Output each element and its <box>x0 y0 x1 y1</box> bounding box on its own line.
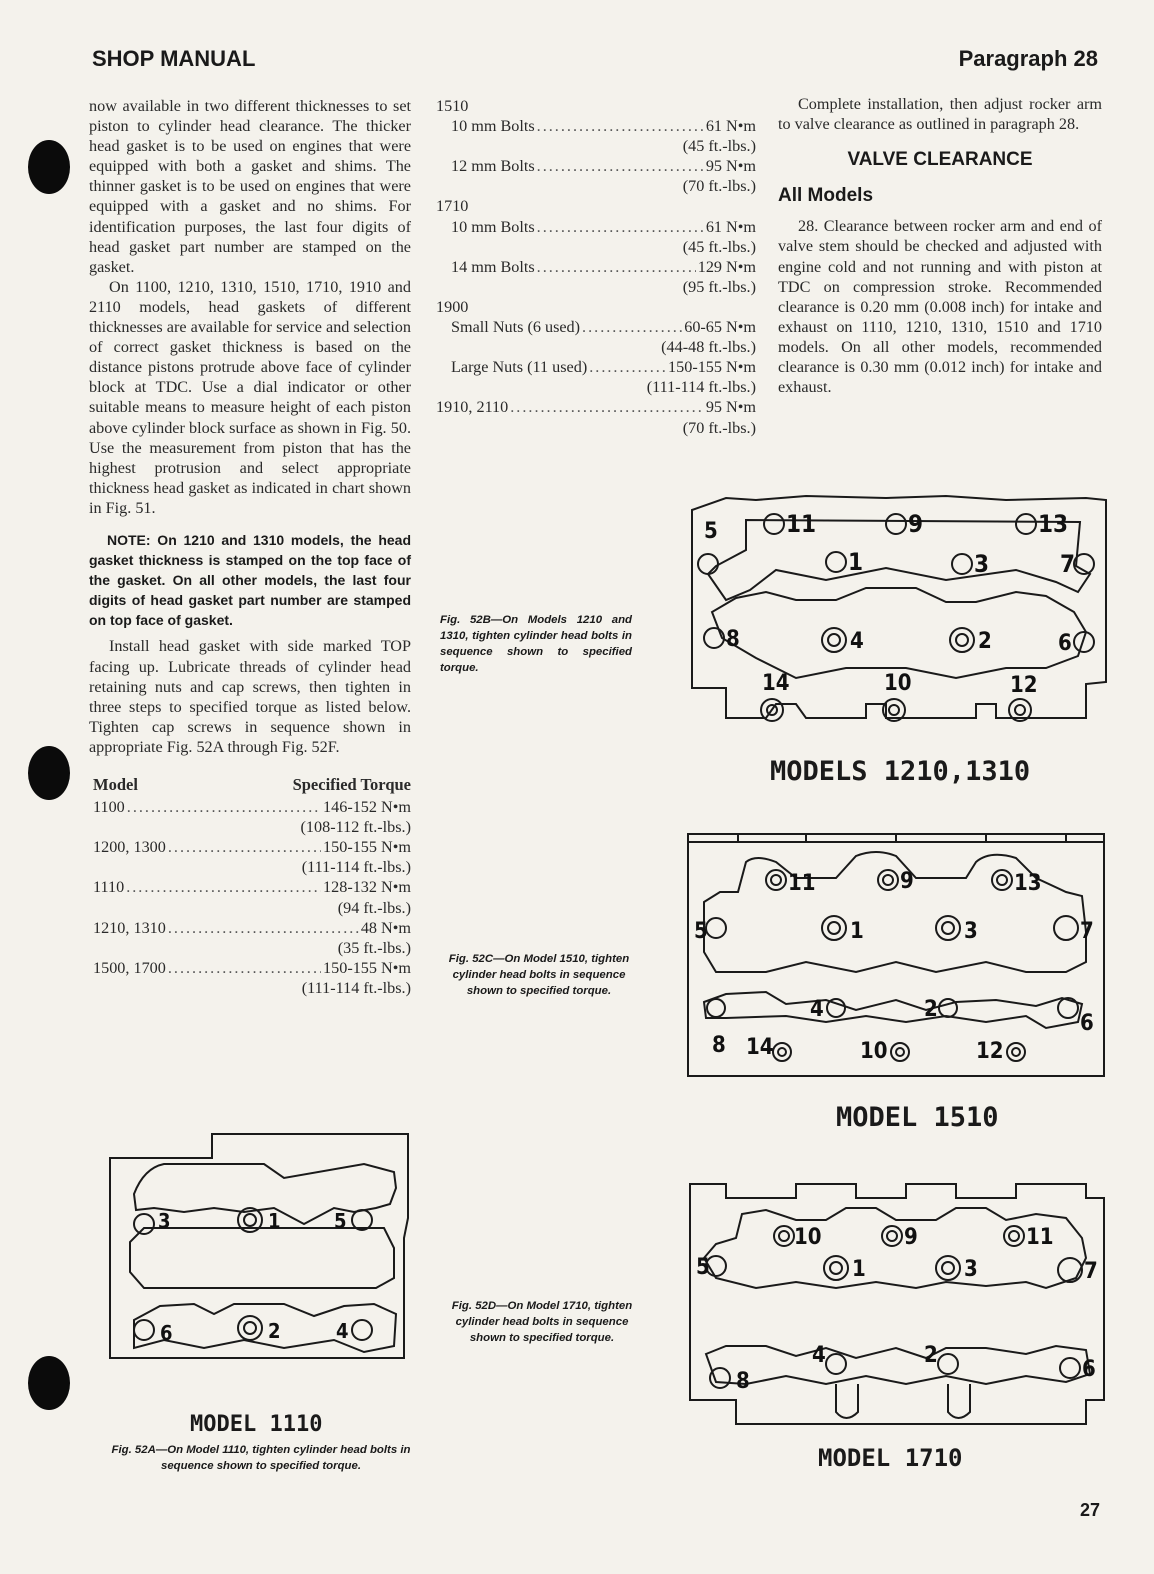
table-row: 10 mm Bolts ..... 61 N•m (45 ft.-lbs.) <box>436 217 756 257</box>
table-row: 12 mm Bolts ..... 95 N•m (70 ft.-lbs.) <box>436 156 756 196</box>
column-3 <box>778 94 1102 397</box>
bolt-number: 8 <box>726 627 740 652</box>
bolt-number: 6 <box>160 1321 173 1345</box>
column-2 <box>436 96 756 438</box>
bolt-number: 11 <box>788 871 816 896</box>
bolt-number: 11 <box>786 510 817 538</box>
table-row: 1500, 1700 ..... 150-155 N•m (111-114 ft.-lbs.) <box>93 958 411 998</box>
bolt-number: 10 <box>860 1039 888 1064</box>
paragraph: 28. Clearance between rocker arm and end of valve stem should be checked and adjusted with engine cold and not running and with piston at TDC on compression stroke. Recommended clearance is 0.20 mm (0.008 inch) for intake and exhaust on 1110, 1210, 1310, 1510 and 1710 models. On all other models, recommended clearance is 0.30 mm (0.012 inch) for intake and exhaust. <box>778 217 1102 397</box>
bolt-number: 5 <box>696 1255 710 1280</box>
binder-hole <box>28 140 70 194</box>
bolt-number: 9 <box>904 1225 918 1250</box>
bolt-number: 5 <box>694 919 708 944</box>
bolt-number: 8 <box>736 1369 750 1394</box>
figure-caption-52c: Fig. 52C—On Model 1510, tighten cylinder head bolts in sequence shown to specified torque. <box>448 953 630 997</box>
bolt-number: 5 <box>334 1209 347 1233</box>
torque-table-header: Model Specified Torque <box>93 775 411 794</box>
bolt-number: 6 <box>1082 1357 1096 1382</box>
table-row: 1100 ..... 146-152 N•m (108-112 ft.-lbs.) <box>93 797 411 837</box>
running-header-left: SHOP MANUAL <box>92 46 256 71</box>
diagram-label: MODEL 1110 <box>190 1412 323 1437</box>
bolt-number: 8 <box>712 1033 726 1058</box>
model-heading: 1510 <box>436 97 469 115</box>
table-row: 1200, 1300 ..... 150-155 N•m (111-114 ft.-lbs.) <box>93 837 411 877</box>
bolt-number: 2 <box>978 629 992 654</box>
table-row: 1910, 2110 ..... 95 N•m (70 ft.-lbs.) <box>436 397 756 437</box>
cylinder-head-diagram-1510 <box>686 832 1108 1080</box>
bolt-number: 4 <box>810 997 824 1022</box>
binder-hole <box>28 746 70 800</box>
bolt-number: 13 <box>1038 510 1069 538</box>
bolt-number: 12 <box>1010 673 1038 698</box>
bolt-number: 12 <box>976 1039 1004 1064</box>
section-heading: VALVE CLEARANCE <box>847 149 1033 171</box>
bolt-number: 6 <box>1080 1011 1094 1036</box>
bolt-number: 2 <box>924 997 938 1022</box>
bolt-number: 10 <box>794 1225 822 1250</box>
bolt-number: 1 <box>852 1257 866 1282</box>
bolt-number: 4 <box>336 1319 349 1343</box>
model-heading: 1900 <box>436 297 469 316</box>
cylinder-head-diagram-1210-1310 <box>686 492 1108 732</box>
bolt-number: 7 <box>1060 550 1076 578</box>
bolt-number: 9 <box>900 869 914 894</box>
bolt-number: 6 <box>1058 631 1072 656</box>
diagram-label: MODEL 1510 <box>836 1102 999 1133</box>
torque-table <box>89 775 411 998</box>
paragraph: Install head gasket with side marked TOP facing up. Lubricate threads of cylinder head retaining nuts and cap screws, then tighten in three steps to specified torque as listed below. Tighten cap screws in sequence shown in appropriate Fig. 52A through Fig. 52F. <box>89 637 411 756</box>
table-row: Large Nuts (11 used) ..... 150-155 N•m (111-114 ft.-lbs.) <box>436 357 756 397</box>
table-row: 10 mm Bolts ..... 61 N•m (45 ft.-lbs.) <box>436 116 756 156</box>
table-row: 1110 ..... 128-132 N•m (94 ft.-lbs.) <box>93 877 411 917</box>
page-number: 27 <box>1079 1500 1100 1520</box>
bolt-number: 13 <box>1014 871 1042 896</box>
bolt-number: 3 <box>964 1257 978 1282</box>
cylinder-head-diagram-1710 <box>686 1178 1108 1428</box>
bolt-number: 9 <box>908 510 924 538</box>
figure-caption-52a: Fig. 52A—On Model 1110, tighten cylinder head bolts in sequence shown to specified torque. <box>111 1444 411 1472</box>
diagram-label: MODEL 1710 <box>818 1444 963 1472</box>
diagram-label: MODELS 1210,1310 <box>770 756 1031 787</box>
table-row: 14 mm Bolts ..... 129 N•m (95 ft.-lbs.) <box>436 257 756 297</box>
cylinder-head-diagram-1110 <box>104 1128 416 1364</box>
column-1 <box>89 96 411 998</box>
bolt-number: 3 <box>974 550 990 578</box>
bolt-number: 14 <box>746 1035 774 1060</box>
subsection-heading: All Models <box>778 185 874 207</box>
bolt-number: 2 <box>924 1343 938 1368</box>
bolt-number: 11 <box>1026 1225 1054 1250</box>
figure-caption-52b: Fig. 52B—On Models 1210 and 1310, tighten cylinder head bolts in sequence shown to specified torque. <box>440 614 632 674</box>
bolt-number: 5 <box>704 519 718 544</box>
bolt-number: 4 <box>850 629 864 654</box>
bolt-number: 4 <box>812 1343 826 1368</box>
binder-hole <box>28 1356 70 1410</box>
bolt-number: 14 <box>762 671 790 696</box>
bolt-number: 2 <box>268 1319 281 1343</box>
bolt-number: 1 <box>848 548 864 576</box>
figure-caption-52d: Fig. 52D—On Model 1710, tighten cylinder head bolts in sequence shown to specified torque. <box>451 1300 633 1344</box>
bolt-number: 3 <box>158 1209 171 1233</box>
paragraph: On 1100, 1210, 1310, 1510, 1710, 1910 and 2110 models, head gaskets of different thicknesses are available for service and selection of correct gasket thickness is based on the distance pistons protrude above face of cylinder block at TDC. Use a dial indicator or other suitable means to measure height of each piston above cylinder block surface as shown in Fig. 50. Use the measurement from piston that has the highest protrusion and select appropriate thickness head gasket as indicated in chart shown in Fig. 51. <box>89 277 411 517</box>
table-row: Small Nuts (6 used) ..... 60-65 N•m (44-48 ft.-lbs.) <box>436 317 756 357</box>
table-row: 1210, 1310 ..... 48 N•m (35 ft.-lbs.) <box>93 918 411 958</box>
bolt-number: 1 <box>268 1209 281 1233</box>
bolt-number: 1 <box>850 919 864 944</box>
running-header-right: Paragraph 28 <box>958 46 1098 71</box>
note: NOTE: On 1210 and 1310 models, the head gasket thickness is stamped on the top face of the gasket. On all other models, the last four digits of head gasket part number are stamped on top face of gasket. <box>89 531 411 629</box>
bolt-number: 3 <box>964 919 978 944</box>
bolt-number: 7 <box>1084 1259 1098 1284</box>
paragraph: Complete installation, then adjust rocker arm to valve clearance as outlined in paragraph 28. <box>778 95 1102 134</box>
model-heading: 1710 <box>436 197 469 216</box>
bolt-number: 10 <box>884 671 912 696</box>
paragraph: now available in two different thicknesses to set piston to cylinder head clearance. The thicker head gasket is to be used on engines that were equipped with both a gasket and shims. The thinner gasket is to be used on engines that were equipped with a gasket and no shims. For identification purposes, the last four digits of head gasket part number are stamped on the gasket. <box>89 97 411 276</box>
bolt-number: 7 <box>1080 919 1094 944</box>
